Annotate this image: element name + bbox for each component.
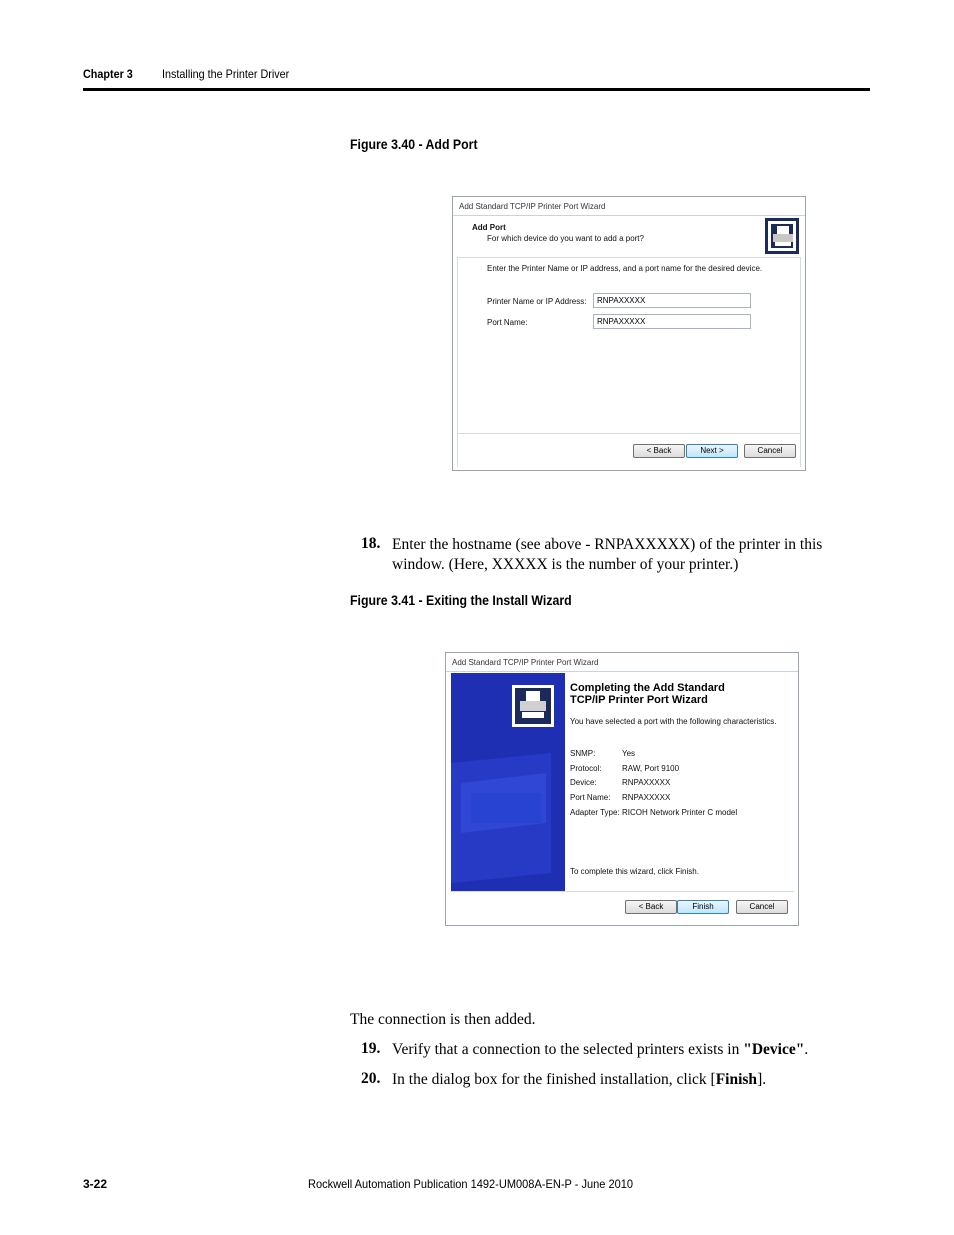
dialog-titlebar	[446, 653, 798, 672]
step-number: 20.	[361, 1070, 381, 1087]
completion-heading-line: TCP/IP Printer Port Wizard	[570, 694, 708, 706]
printer-wizard-icon	[512, 685, 554, 727]
step-text-part: In the dialog box for the finished installation, click [	[392, 1071, 716, 1088]
add-port-dialog	[452, 196, 806, 471]
cancel-button[interactable]: Cancel	[744, 444, 796, 458]
step-number: 18.	[361, 535, 381, 552]
step-number: 19.	[361, 1040, 381, 1057]
row-label: SNMP:	[570, 749, 596, 758]
connection-text: The connection is then added.	[350, 1011, 536, 1028]
chapter-title: Installing the Printer Driver	[162, 67, 290, 81]
row-value: RNPAXXXXX	[622, 793, 671, 802]
completion-heading-line: Completing the Add Standard	[570, 682, 725, 694]
finish-button[interactable]: Finish	[677, 900, 729, 914]
add-port-subheading: For which device do you want to add a port?	[487, 234, 644, 243]
step-text-bold: Finish	[715, 1071, 758, 1088]
row-label: Protocol:	[570, 764, 602, 773]
row-value: Yes	[622, 749, 636, 758]
step-text	[392, 1070, 766, 1090]
step-text: Enter the hostname (see above - RNPAXXXXX) of the printer in this	[392, 536, 823, 553]
step-text-part: Verify that a connection to the selected printers exists in	[392, 1041, 744, 1058]
divider	[457, 257, 458, 467]
step-text-part: .	[804, 1041, 809, 1058]
row-label: Adapter Type:	[570, 808, 620, 817]
completion-intro: You have selected a port with the following characteristics.	[570, 717, 777, 726]
dialog-title: Add Standard TCP/IP Printer Port Wizard	[452, 658, 599, 667]
row-value: RICOH Network Printer C model	[622, 808, 738, 817]
divider	[457, 257, 801, 258]
printer-name-input[interactable]: RNPAXXXXX	[593, 293, 751, 308]
header-rule	[83, 88, 870, 91]
figure-caption-exit-wizard: Figure 3.41 - Exiting the Install Wizard	[350, 592, 572, 608]
step-text: window. (Here, XXXXX is the number of your printer.)	[392, 556, 739, 573]
port-name-label: Port Name:	[487, 318, 528, 327]
step-text-part: ].	[757, 1071, 767, 1088]
row-label: Port Name:	[570, 793, 611, 802]
figure-caption-add-port: Figure 3.40 - Add Port	[350, 136, 478, 152]
divider	[800, 257, 801, 467]
cancel-button[interactable]: Cancel	[736, 900, 788, 914]
row-label: Device:	[570, 778, 597, 787]
instruction-text: Enter the Printer Name or IP address, and a port name for the desired device.	[487, 264, 763, 273]
back-button[interactable]: < Back	[633, 444, 685, 458]
step-text	[392, 1040, 808, 1060]
divider	[457, 433, 801, 434]
completion-heading	[570, 682, 725, 706]
publication-info: Rockwell Automation Publication 1492-UM008A-EN-P - June 2010	[308, 1177, 634, 1191]
chapter-label: Chapter 3	[83, 67, 133, 81]
divider	[450, 891, 794, 892]
add-port-heading: Add Port	[472, 223, 506, 232]
row-value: RAW, Port 9100	[622, 764, 680, 773]
finish-wizard-dialog	[445, 652, 799, 926]
printer-name-label: Printer Name or IP Address:	[487, 297, 587, 306]
complete-instruction: To complete this wizard, click Finish.	[570, 867, 699, 876]
port-name-input[interactable]: RNPAXXXXX	[593, 314, 751, 329]
printer-wizard-icon	[765, 218, 799, 254]
next-button[interactable]: Next >	[686, 444, 738, 458]
step-text-bold: "Device"	[743, 1041, 805, 1058]
dialog-title: Add Standard TCP/IP Printer Port Wizard	[459, 202, 606, 211]
back-button[interactable]: < Back	[625, 900, 677, 914]
row-value: RNPAXXXXX	[622, 778, 671, 787]
dialog-titlebar	[453, 197, 805, 216]
page-number: 3-22	[83, 1177, 108, 1191]
